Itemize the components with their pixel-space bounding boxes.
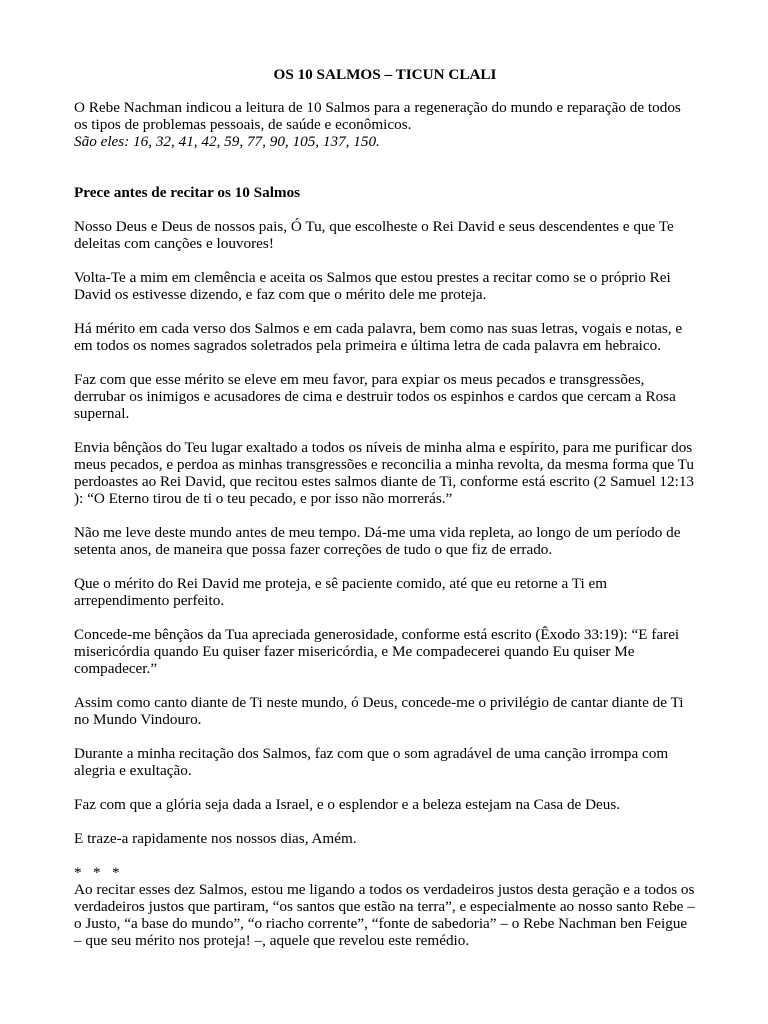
closing-paragraph: Ao recitar esses dez Salmos, estou me ligando a todos os verdadeiros justos desta geração e a todos os verdadeiros justos que partiram, “os santos que estão na terra”, e especialmente ao nosso santo Rebe – o Justo, “a base do mundo”, “o riacho corrente”, “fonte de sabedoria” – o Rebe Nachman ben Feigue – que seu mérito nos proteja! –, aquele que revelou este remédio.: [74, 881, 695, 949]
prayer-paragraph-8: Concede-me bênçãos da Tua apreciada generosidade, conforme está escrito (Êxodo 33:19): “E farei misericórdia quando Eu quiser fazer misericórdia, e Me compadecerei quando Eu quiser Me compadecer.”: [74, 626, 680, 677]
prayer-paragraph-2: Volta-Te a mim em clemência e aceita os Salmos que estou prestes a recitar como se o próprio Rei David os estivesse dizendo, e faz com que o mérito dele me proteja.: [74, 269, 671, 303]
document-title: OS 10 SALMOS – TICUN CLALI: [273, 66, 497, 83]
prayer-paragraph-12: E traze-a rapidamente nos nossos dias, Amém.: [74, 830, 357, 847]
prayer-paragraph-11: Faz com que a glória seja dada a Israel, e o esplendor e a beleza estejam na Casa de Deus.: [74, 796, 621, 813]
prayer-paragraph-4: Faz com que esse mérito se eleve em meu favor, para expiar os meus pecados e transgressões, derrubar os inimigos e acusadores de cima e destruir todos os espinhos e cardos que cercam a Rosa supernal.: [74, 371, 676, 422]
prayer-paragraph-5: Envia bênçãos do Teu lugar exaltado a todos os níveis de minha alma e espírito, para me purificar dos meus pecados, e perdoa as minhas transgressões e reconcilia a minha revolta, da mesma forma que Tu perdoastes ao Rei David, que recitou estes salmos diante de Ti, conforme está escrito (2 Samuel 12:13 ): “O Eterno tirou de ti o teu pecado, e por isso não morrerás.”: [74, 439, 695, 507]
intro-paragraph: O Rebe Nachman indicou a leitura de 10 Salmos para a regeneração do mundo e reparação de todos os tipos de problemas pessoais, de saúde e econômicos.: [74, 99, 681, 133]
prayer-paragraph-10: Durante a minha recitação dos Salmos, faz com que o som agradável de uma canção irrompa com alegria e exultação.: [74, 745, 669, 779]
prayer-paragraph-3: Há mérito em cada verso dos Salmos e em cada palavra, bem como nas suas letras, vogais e notas, e em todos os nomes sagrados soletrados pela primeira e última letra de cada palavra em hebraico.: [74, 320, 683, 354]
prayer-paragraph-9: Assim como canto diante de Ti neste mundo, ó Deus, concede-me o privilégio de cantar diante de Ti no Mundo Vindouro.: [74, 694, 684, 728]
document-page: [74, 66, 696, 949]
prayer-paragraph-6: Não me leve deste mundo antes de meu tempo. Dá-me uma vida repleta, ao longo de um período de setenta anos, de maneira que possa fazer correções de tudo o que fiz de errado.: [74, 524, 681, 558]
prayer-paragraph-7: Que o mérito do Rei David me proteja, e sê paciente comido, até que eu retorne a Ti em arrependimento perfeito.: [74, 575, 608, 609]
section-heading: Prece antes de recitar os 10 Salmos: [74, 184, 301, 201]
prayer-paragraph-1: Nosso Deus e Deus de nossos pais, Ó Tu, que escolheste o Rei David e seus descendentes e que Te deleitas com canções e louvores!: [74, 218, 674, 252]
section-separator: * * *: [74, 864, 120, 881]
psalms-list: São eles: 16, 32, 41, 42, 59, 77, 90, 105, 137, 150.: [74, 133, 380, 150]
